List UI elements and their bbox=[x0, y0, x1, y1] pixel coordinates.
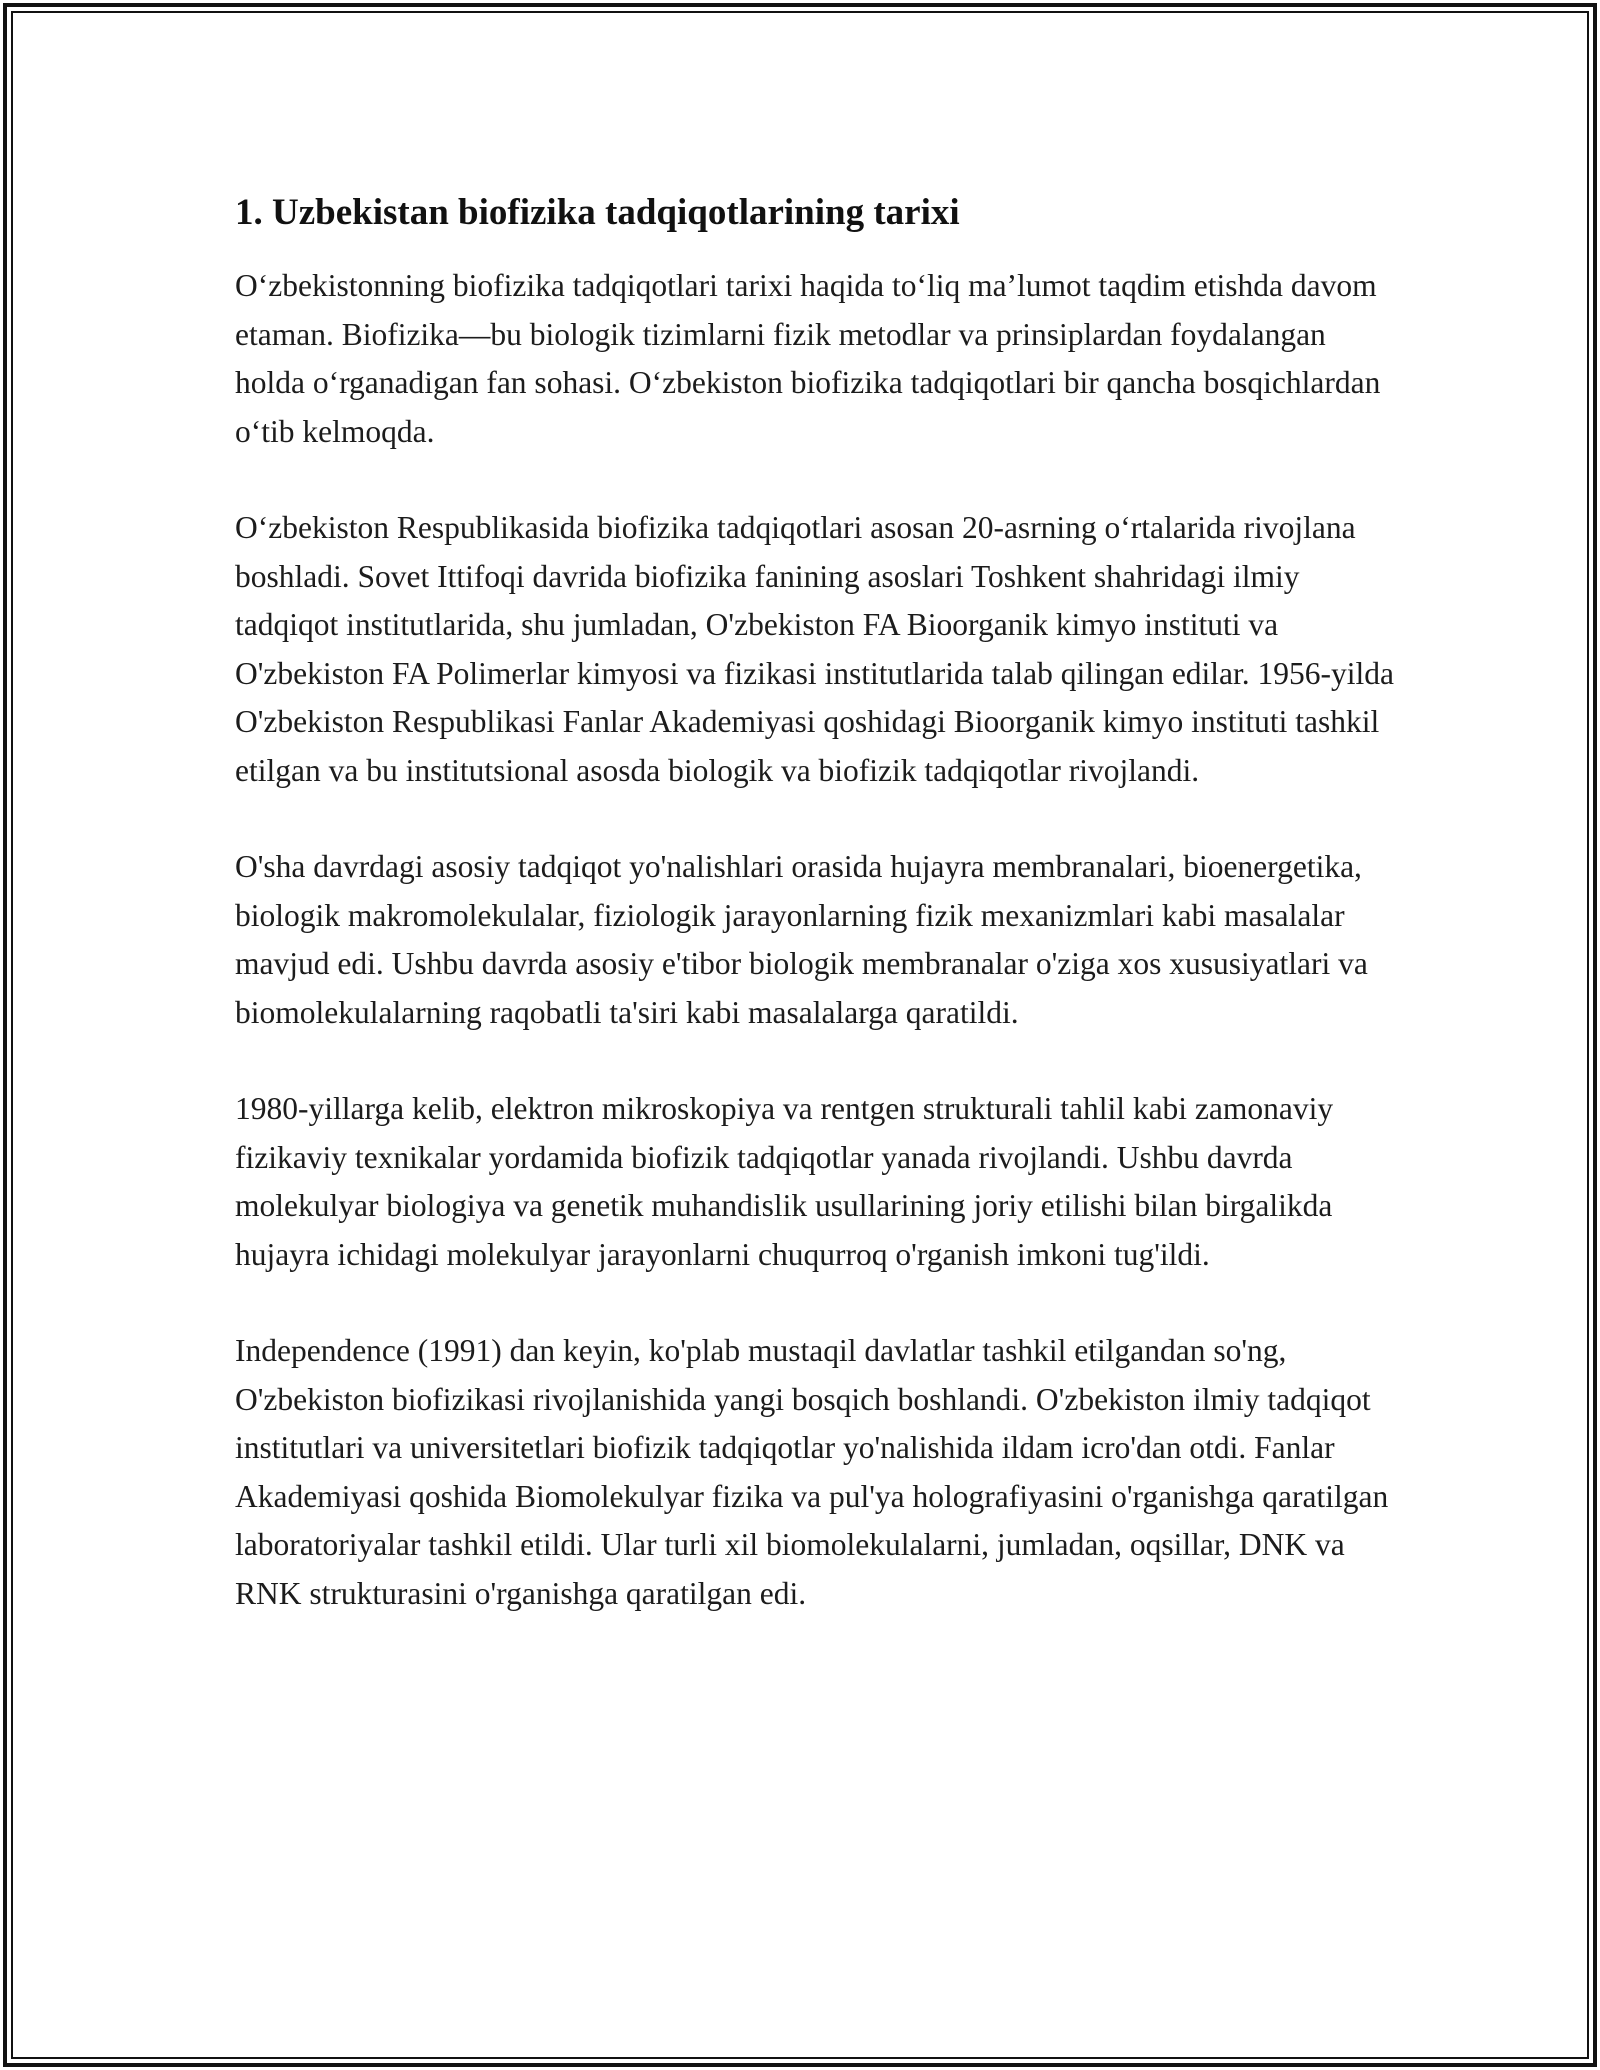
document-body bbox=[235, 190, 1395, 1666]
paragraph-4: 1980-yillarga kelib, elektron mikroskopiya va rentgen strukturali tahlil kabi zamonaviy fizikaviy texnikalar yordamida biofizik tadqiqotlar yanada rivojlandi. Ushbu davrda molekulyar biologiya va genetik muhandislik usullarining joriy etilishi bilan birgalikda hujayra ichidagi molekulyar jarayonlarni chuqurroq o'rganish imkoni tug'ildi. bbox=[235, 1091, 1334, 1272]
paragraph-3: O'sha davrdagi asosiy tadqiqot yo'nalishlari orasida hujayra membranalari, bioenergetika, biologik makromolekulalar, fiziologik jarayonlarning fizik mexanizmlari kabi masalalar mavjud edi. Ushbu davrda asosiy e'tibor biologik membranalar o'ziga xos xususiyatlari va biomolekulalarning raqobatli ta'siri kabi masalalarga qaratildi. bbox=[235, 849, 1368, 1030]
paragraph-2: O‘zbekiston Respublikasida biofizika tadqiqotlari asosan 20-asrning o‘rtalarida rivojlana boshladi. Sovet Ittifoqi davrida biofizika fanining asoslari Toshkent shahridagi ilmiy tadqiqot institutlarida, shu jumladan, O'zbekiston FA Bioorganik kimyo instituti va O'zbekiston FA Polimerlar kimyosi va fizikasi institutlarida talab qilingan edilar. 1956-yilda O'zbekiston Respublikasi Fanlar Akademiyasi qoshidagi Bioorganik kimyo instituti tashkil etilgan va bu institutsional asosda biologik va biofizik tadqiqotlar rivojlandi. bbox=[235, 510, 1395, 788]
paragraph-5: Independence (1991) dan keyin, ko'plab mustaqil davlatlar tashkil etilgandan so'ng, O'zbekiston biofizikasi rivojlanishida yangi bosqich boshlandi. O'zbekiston ilmiy tadqiqot institutlari va universitetlari biofizik tadqiqotlar yo'nalishida ildam icro'dan otdi. Fanlar Akademiyasi qoshida Biomolekulyar fizika va pul'ya holografiyasini o'rganishga qaratilgan laboratoriyalar tashkil etildi. Ular turli xil biomolekulalarni, jumladan, oqsillar, DNK va RNK strukturasini o'rganishga qaratilgan edi. bbox=[235, 1333, 1389, 1611]
section-heading: 1. Uzbekistan biofizika tadqiqotlarining tarixi bbox=[235, 192, 960, 233]
paragraph-1: O‘zbekistonning biofizika tadqiqotlari tarixi haqida to‘liq ma’lumot taqdim etishda davom etaman. Biofizika—bu biologik tizimlarni fizik metodlar va prinsiplardan foydalangan holda o‘rganadigan fan sohasi. O‘zbekiston biofizika tadqiqotlari bir qancha bosqichlardan o‘tib kelmoqda. bbox=[235, 268, 1381, 449]
